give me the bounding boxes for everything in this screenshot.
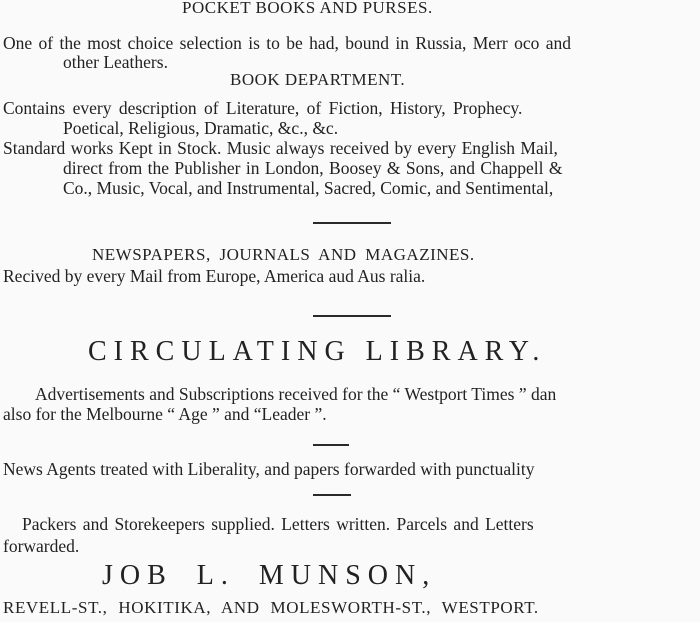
body-line: Recived by every Mail from Europe, America aud Aus ralia.	[3, 266, 426, 286]
body-line: direct from the Publisher in London, Boosey & Sons, and Chappell &	[63, 158, 563, 178]
body-line: other Leathers.	[63, 52, 168, 72]
body-line: forwarded.	[3, 536, 80, 556]
body-line: Advertisements and Subscriptions received for the “ Westport Times ” dan	[35, 384, 557, 404]
body-line: Co., Music, Vocal, and Instrumental, Sacred, Comic, and Sentimental,	[63, 178, 554, 198]
proprietor-name: JOB L. MUNSON,	[102, 560, 437, 591]
body-line: Poetical, Religious, Dramatic, &c., &c.	[63, 118, 339, 138]
heading-book-department: BOOK DEPARTMENT.	[230, 70, 406, 89]
body-line: Contains every description of Literature, of Fiction, History, Prophecy.	[3, 98, 523, 118]
divider-rule	[313, 444, 349, 446]
divider-rule	[313, 222, 391, 224]
heading-circulating-library: CIRCULATING LIBRARY.	[88, 336, 547, 367]
body-line: also for the Melbourne “ Age ” and “Leader ”.	[3, 404, 327, 424]
body-line: Packers and Storekeepers supplied. Letters written. Parcels and Letters	[22, 514, 534, 534]
body-line: One of the most choice selection is to be had, bound in Russia, Merr oco and	[3, 33, 572, 53]
body-line: Standard works Kept in Stock. Music always received by every English Mail,	[3, 138, 558, 158]
body-line: News Agents treated with Liberality, and papers forwarded with punctuality	[3, 459, 535, 479]
divider-rule	[313, 494, 351, 496]
heading-pocket-books: POCKET BOOKS AND PURSES.	[182, 0, 433, 17]
address-line: REVELL-ST., HOKITIKA, AND MOLESWORTH-ST., WESTPORT.	[3, 598, 539, 617]
divider-rule	[313, 315, 391, 317]
heading-newspapers: NEWSPAPERS, JOURNALS AND MAGAZINES.	[92, 245, 475, 264]
